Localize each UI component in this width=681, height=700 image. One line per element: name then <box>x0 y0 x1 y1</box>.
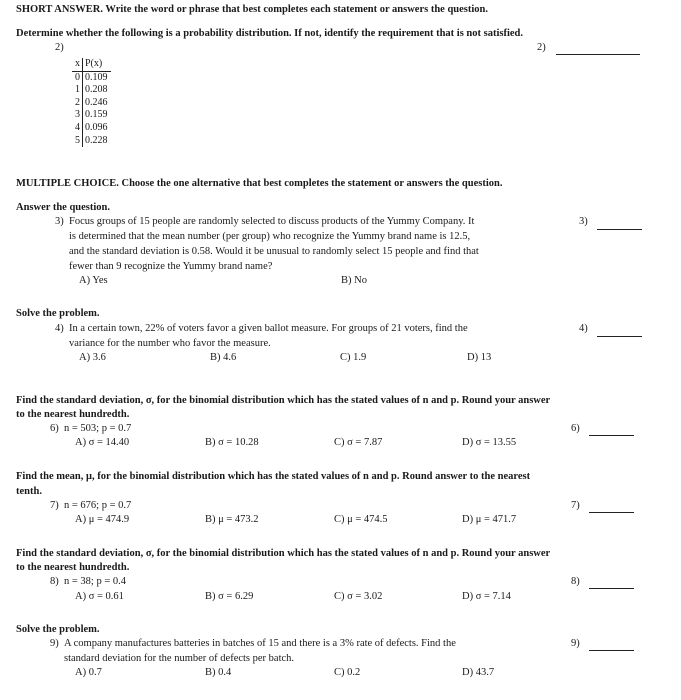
q6-choice-c[interactable]: C) σ = 7.87 <box>334 437 383 448</box>
q7-number: 7) <box>50 500 59 511</box>
q6-number: 6) <box>50 423 59 434</box>
q2-number: 2) <box>55 42 64 53</box>
short-answer-header: SHORT ANSWER. Write the word or phrase that best completes each statement or answers the question. <box>16 4 489 15</box>
q6-margin-number: 6) <box>571 423 580 434</box>
q3-margin-number: 3) <box>579 216 588 227</box>
cell-p: 0.109 <box>85 71 108 83</box>
q7-instruction: Find the mean, μ, for the binomial distribution which has the stated values of n and p. Round answer to the nearest <box>16 471 531 482</box>
q7-margin-number: 7) <box>571 500 580 511</box>
cell-p: 0.228 <box>85 134 108 146</box>
q6-instruction: Find the standard deviation, σ, for the binomial distribution which has the stated values of n and p. Round your answer <box>16 395 551 406</box>
q6-answer-blank[interactable] <box>589 435 634 436</box>
q7-choice-d[interactable]: D) μ = 471.7 <box>462 514 517 525</box>
q8-margin-number: 8) <box>571 576 580 587</box>
q7-choice-b[interactable]: B) μ = 473.2 <box>205 514 259 525</box>
probability-table <box>72 58 111 147</box>
q7-answer-blank[interactable] <box>589 512 634 513</box>
cell-x: 2 <box>72 97 83 110</box>
q9-choice-a[interactable]: A) 0.7 <box>75 667 102 678</box>
q9-margin-number: 9) <box>571 638 580 649</box>
q7-instruction: tenth. <box>16 486 42 497</box>
cell-x: 1 <box>72 84 83 97</box>
table-row <box>72 97 111 110</box>
cell-x: 5 <box>72 135 83 148</box>
cell-p: 0.208 <box>85 84 108 96</box>
q9-instruction: Solve the problem. <box>16 624 100 635</box>
q3-choice-b[interactable]: B) No <box>341 275 367 286</box>
header-px: P(x) <box>83 58 111 71</box>
table-header-row <box>72 58 111 71</box>
cell-p: 0.246 <box>85 96 108 108</box>
q6-choice-b[interactable]: B) σ = 10.28 <box>205 437 259 448</box>
q7-params: n = 676; p = 0.7 <box>64 500 132 511</box>
q9-choice-d[interactable]: D) 43.7 <box>462 667 495 678</box>
q8-choice-b[interactable]: B) σ = 6.29 <box>205 591 254 602</box>
cell-p: 0.159 <box>85 109 108 121</box>
q3-line: is determined that the mean number (per group) who recognize the Yummy brand name is 12.5, <box>69 231 471 242</box>
q9-choice-c[interactable]: C) 0.2 <box>334 667 361 678</box>
q7-choice-a[interactable]: A) μ = 474.9 <box>75 514 130 525</box>
q3-line: fewer than 9 recognize the Yummy brand name? <box>69 261 273 272</box>
q8-params: n = 38; p = 0.4 <box>64 576 127 587</box>
q8-instruction: to the nearest hundredth. <box>16 562 130 573</box>
q8-choice-a[interactable]: A) σ = 0.61 <box>75 591 124 602</box>
q4-line: variance for the number who favor the measure. <box>69 338 271 349</box>
q3-answer-blank[interactable] <box>597 229 642 230</box>
q3-number: 3) <box>55 216 64 227</box>
table-row <box>72 84 111 97</box>
q4-choice-d[interactable]: D) 13 <box>467 352 492 363</box>
header-x: x <box>72 58 83 71</box>
q3-line: Focus groups of 15 people are randomly selected to discuss products of the Yummy Company. It <box>69 216 475 227</box>
q4-margin-number: 4) <box>579 323 588 334</box>
multiple-choice-header: MULTIPLE CHOICE. Choose the one alternative that best completes the statement or answers the question. <box>16 178 503 189</box>
q4-choice-a[interactable]: A) 3.6 <box>79 352 106 363</box>
q4-instruction: Solve the problem. <box>16 308 100 319</box>
q9-choice-b[interactable]: B) 0.4 <box>205 667 232 678</box>
table-row <box>72 109 111 122</box>
q4-number: 4) <box>55 323 64 334</box>
q4-line: In a certain town, 22% of voters favor a given ballot measure. For groups of 21 voters, find the <box>69 323 468 334</box>
q8-number: 8) <box>50 576 59 587</box>
q3-instruction: Answer the question. <box>16 202 111 213</box>
q2-answer-blank[interactable] <box>556 54 640 55</box>
cell-x: 3 <box>72 109 83 122</box>
cell-x: 4 <box>72 122 83 135</box>
q6-choice-a[interactable]: A) σ = 14.40 <box>75 437 130 448</box>
q8-choice-d[interactable]: D) σ = 7.14 <box>462 591 511 602</box>
q7-choice-c[interactable]: C) μ = 474.5 <box>334 514 388 525</box>
table-row <box>72 135 111 148</box>
table-row <box>72 122 111 135</box>
q2-margin-number: 2) <box>537 42 546 53</box>
q3-line: and the standard deviation is 0.58. Would it be unusual to randomly select 15 people and find that <box>69 246 479 257</box>
q9-line: standard deviation for the number of defects per batch. <box>64 653 295 664</box>
q6-choice-d[interactable]: D) σ = 13.55 <box>462 437 517 448</box>
q4-choice-b[interactable]: B) 4.6 <box>210 352 237 363</box>
q4-choice-c[interactable]: C) 1.9 <box>340 352 367 363</box>
q6-instruction: to the nearest hundredth. <box>16 409 130 420</box>
cell-x: 0 <box>72 71 83 84</box>
q8-choice-c[interactable]: C) σ = 3.02 <box>334 591 383 602</box>
q9-line: A company manufactures batteries in batches of 15 and there is a 3% rate of defects. Find the <box>64 638 456 649</box>
q9-number: 9) <box>50 638 59 649</box>
cell-p: 0.096 <box>85 121 108 133</box>
q9-answer-blank[interactable] <box>589 650 634 651</box>
q3-choice-a[interactable]: A) Yes <box>79 275 108 286</box>
q8-instruction: Find the standard deviation, σ, for the binomial distribution which has the stated values of n and p. Round your answer <box>16 548 551 559</box>
q8-answer-blank[interactable] <box>589 588 634 589</box>
q4-answer-blank[interactable] <box>597 336 642 337</box>
q6-params: n = 503; p = 0.7 <box>64 423 132 434</box>
q2-instruction: Determine whether the following is a probability distribution. If not, identify the requirement that is not satisfied. <box>16 28 524 39</box>
table-row <box>72 71 111 84</box>
